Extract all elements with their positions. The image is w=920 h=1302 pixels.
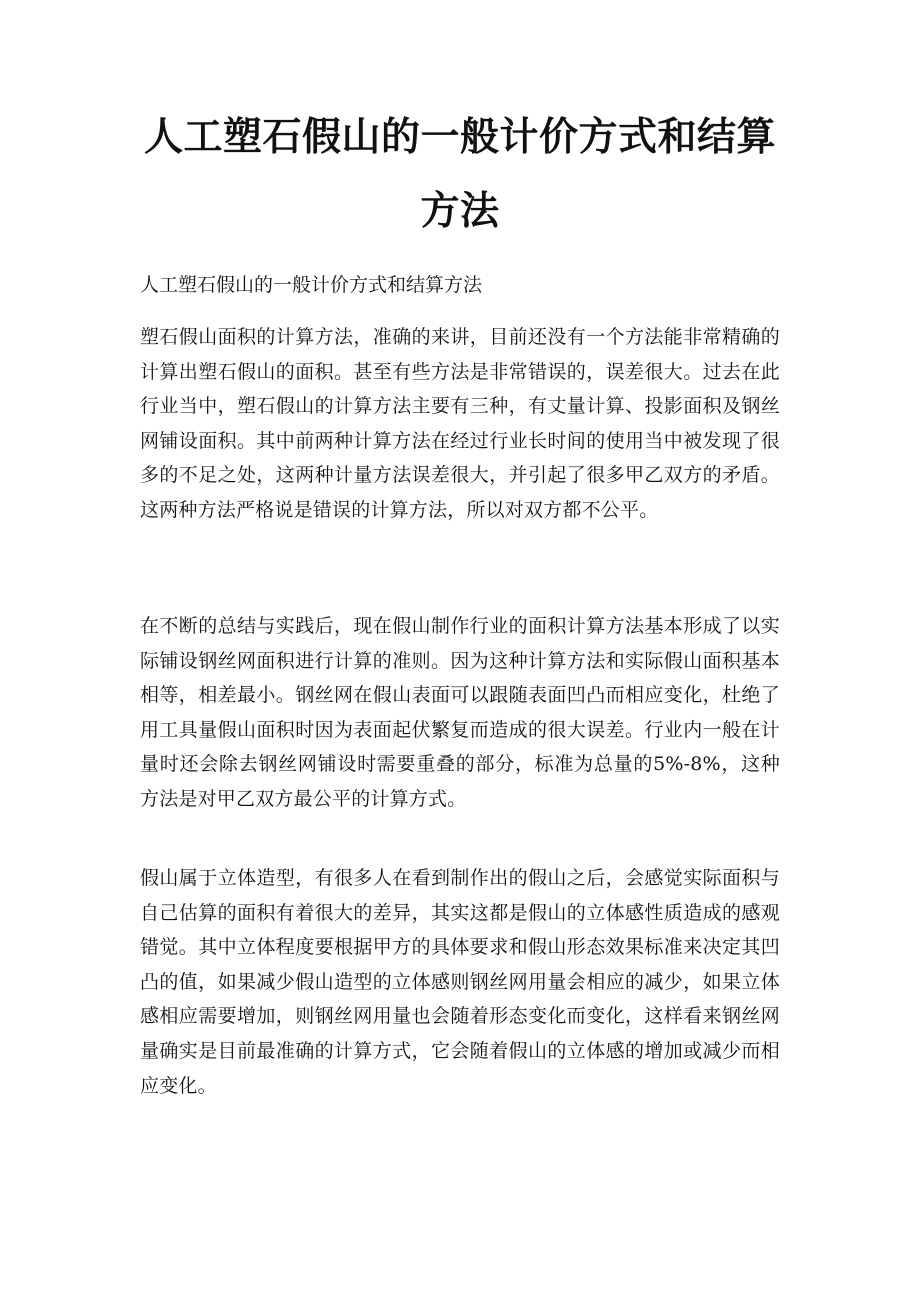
paragraph-1: 塑石假山面积的计算方法，准确的来讲，目前还没有一个方法能非常精确的计算出塑石假山的面积。甚至有些方法是非常错误的，误差很大。过去在此行业当中，塑石假山的计算方法主要有三种，有丈量计算、投影面积及钢丝网铺设面积。其中前两种计算方法在经过行业长时间的使用当中被发现了很多的不足之处，这两种计量方法误差很大，并引起了很多甲乙双方的矛盾。这两种方法严格说是错误的计算方法，所以对双方都不公平。	[140, 326, 780, 521]
paragraph-3: 假山属于立体造型，有很多人在看到制作出的假山之后，会感觉实际面积与自己估算的面积有着很大的差异，其实这都是假山的立体感性质造成的感观错觉。其中立体程度要根据甲方的具体要求和假山形态效果标准来决定其凹凸的值，如果减少假山造型的立体感则钢丝网用量会相应的减少，如果立体感相应需要增加，则钢丝网用量也会随着形态变化而变化，这样看来钢丝网量确实是目前最准确的计算方式，它会随着假山的立体感的增加或减少而相应变化。	[140, 867, 780, 1097]
paragraph-2: 在不断的总结与实践后，现在假山制作行业的面积计算方法基本形成了以实际铺设钢丝网面积进行计算的准则。因为这种计算方法和实际假山面积基本相等，相差最小。钢丝网在假山表面可以跟随表面凹凸而相应变化，杜绝了用工具量假山面积时因为表面起伏繁复而造成的很大误差。行业内一般在计量时还会除去钢丝网铺设时需要重叠的部分，标准为总量的5%-8%，这种方法是对甲乙双方最公平的计算方式。	[140, 615, 780, 810]
document-subtitle: 人工塑石假山的一般计价方式和结算方法	[140, 274, 483, 296]
document-title: 人工塑石假山的一般计价方式和结算方法	[143, 114, 776, 234]
